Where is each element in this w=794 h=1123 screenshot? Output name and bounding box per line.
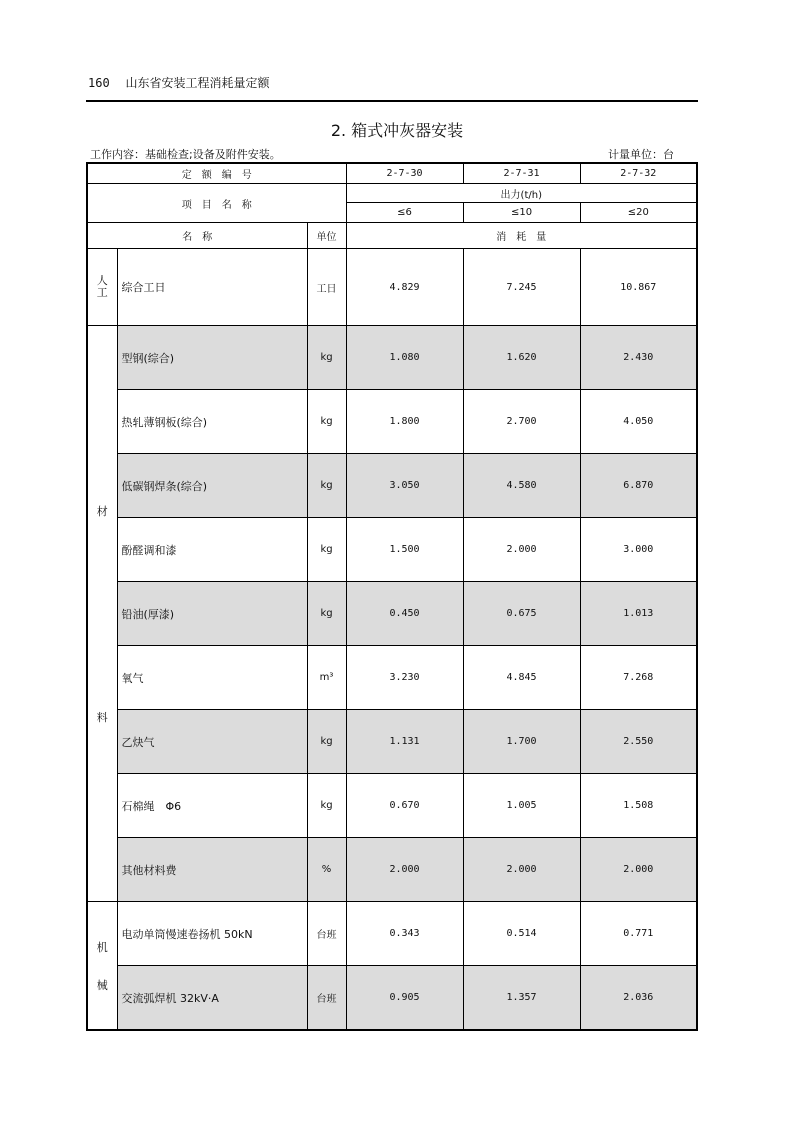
labor-category-top: 人 xyxy=(96,273,108,287)
measure-unit: 计量单位：台 xyxy=(608,148,674,161)
material-category xyxy=(87,326,117,902)
running-header xyxy=(88,74,270,91)
material-name: 酚醛调和漆 xyxy=(117,518,307,582)
labor-name: 综合工日 xyxy=(117,249,307,326)
material-name: 石棉绳 Φ6 xyxy=(117,774,307,838)
labor-category xyxy=(87,249,117,326)
machine-value: 1.357 xyxy=(463,966,580,1031)
header-rule xyxy=(86,100,698,102)
material-row xyxy=(87,518,697,582)
material-value: 2.000 xyxy=(580,838,697,902)
material-value: 0.675 xyxy=(463,582,580,646)
labor-unit: 工日 xyxy=(307,249,346,326)
material-value: 3.230 xyxy=(346,646,463,710)
material-value: 7.268 xyxy=(580,646,697,710)
work-content: 工作内容：基础检查;设备及附件安装。 xyxy=(90,148,281,161)
section-title: 2. 箱式冲灰器安装 xyxy=(330,121,464,140)
material-unit: kg xyxy=(307,518,346,582)
book-title: 山东省安装工程消耗量定额 xyxy=(125,76,270,90)
material-value: 6.870 xyxy=(580,454,697,518)
material-name: 铅油(厚漆) xyxy=(117,582,307,646)
output-label: 出力(t/h) xyxy=(346,184,697,203)
material-value: 2.700 xyxy=(463,390,580,454)
material-value: 3.000 xyxy=(580,518,697,582)
material-unit: kg xyxy=(307,390,346,454)
material-row xyxy=(87,838,697,902)
material-row xyxy=(87,454,697,518)
machine-row xyxy=(87,966,697,1031)
machine-row xyxy=(87,902,697,966)
material-row xyxy=(87,774,697,838)
material-unit: kg xyxy=(307,774,346,838)
col-name-header: 名 称 xyxy=(87,223,307,249)
quota-code-2: 2-7-31 xyxy=(463,163,580,184)
material-unit: % xyxy=(307,838,346,902)
material-value: 1.013 xyxy=(580,582,697,646)
material-value: 4.580 xyxy=(463,454,580,518)
page-number: 160 xyxy=(88,76,110,90)
material-value: 2.000 xyxy=(463,838,580,902)
quota-table xyxy=(86,162,698,1031)
machine-category-bottom: 械 xyxy=(96,978,108,992)
labor-value-3: 10.867 xyxy=(580,249,697,326)
material-unit: kg xyxy=(307,710,346,774)
material-unit: kg xyxy=(307,326,346,390)
material-value: 2.000 xyxy=(346,838,463,902)
col-unit-header: 单位 xyxy=(307,223,346,249)
machine-name: 交流弧焊机 32kV·A xyxy=(117,966,307,1031)
range-2: ≤10 xyxy=(463,203,580,223)
material-unit: kg xyxy=(307,454,346,518)
material-value: 0.670 xyxy=(346,774,463,838)
material-value: 2.550 xyxy=(580,710,697,774)
material-row xyxy=(87,710,697,774)
material-unit: m³ xyxy=(307,646,346,710)
material-category-top: 材 xyxy=(96,504,108,518)
machine-value: 0.514 xyxy=(463,902,580,966)
machine-value: 0.905 xyxy=(346,966,463,1031)
material-category-bottom: 料 xyxy=(96,710,108,724)
quota-code-label: 定 额 编 号 xyxy=(87,163,346,184)
material-value: 1.500 xyxy=(346,518,463,582)
material-value: 1.080 xyxy=(346,326,463,390)
material-unit: kg xyxy=(307,582,346,646)
quota-code-1: 2-7-30 xyxy=(346,163,463,184)
range-3: ≤20 xyxy=(580,203,697,223)
material-value: 4.050 xyxy=(580,390,697,454)
material-value: 1.508 xyxy=(580,774,697,838)
material-name: 氧气 xyxy=(117,646,307,710)
range-1: ≤6 xyxy=(346,203,463,223)
material-name: 型钢(综合) xyxy=(117,326,307,390)
quota-code-3: 2-7-32 xyxy=(580,163,697,184)
labor-value-2: 7.245 xyxy=(463,249,580,326)
material-value: 1.005 xyxy=(463,774,580,838)
material-row xyxy=(87,326,697,390)
material-value: 1.700 xyxy=(463,710,580,774)
material-name: 乙炔气 xyxy=(117,710,307,774)
material-value: 1.620 xyxy=(463,326,580,390)
machine-unit: 台班 xyxy=(307,966,346,1031)
machine-value: 0.343 xyxy=(346,902,463,966)
machine-value: 2.036 xyxy=(580,966,697,1031)
material-name: 热轧薄钢板(综合) xyxy=(117,390,307,454)
material-name: 其他材料费 xyxy=(117,838,307,902)
material-row xyxy=(87,582,697,646)
material-value: 2.000 xyxy=(463,518,580,582)
material-value: 1.131 xyxy=(346,710,463,774)
material-row xyxy=(87,646,697,710)
material-value: 1.800 xyxy=(346,390,463,454)
material-value: 4.845 xyxy=(463,646,580,710)
material-value: 0.450 xyxy=(346,582,463,646)
material-value: 3.050 xyxy=(346,454,463,518)
machine-value: 0.771 xyxy=(580,902,697,966)
item-name-label: 项 目 名 称 xyxy=(87,184,346,223)
labor-value-1: 4.829 xyxy=(346,249,463,326)
material-name: 低碳钢焊条(综合) xyxy=(117,454,307,518)
labor-category-bottom: 工 xyxy=(96,286,108,299)
machine-name: 电动单筒慢速卷扬机 50kN xyxy=(117,902,307,966)
col-consumption-header: 消 耗 量 xyxy=(346,223,697,249)
machine-category-top: 机 xyxy=(96,940,108,954)
machine-unit: 台班 xyxy=(307,902,346,966)
material-row xyxy=(87,390,697,454)
material-value: 2.430 xyxy=(580,326,697,390)
machine-category xyxy=(87,902,117,1031)
